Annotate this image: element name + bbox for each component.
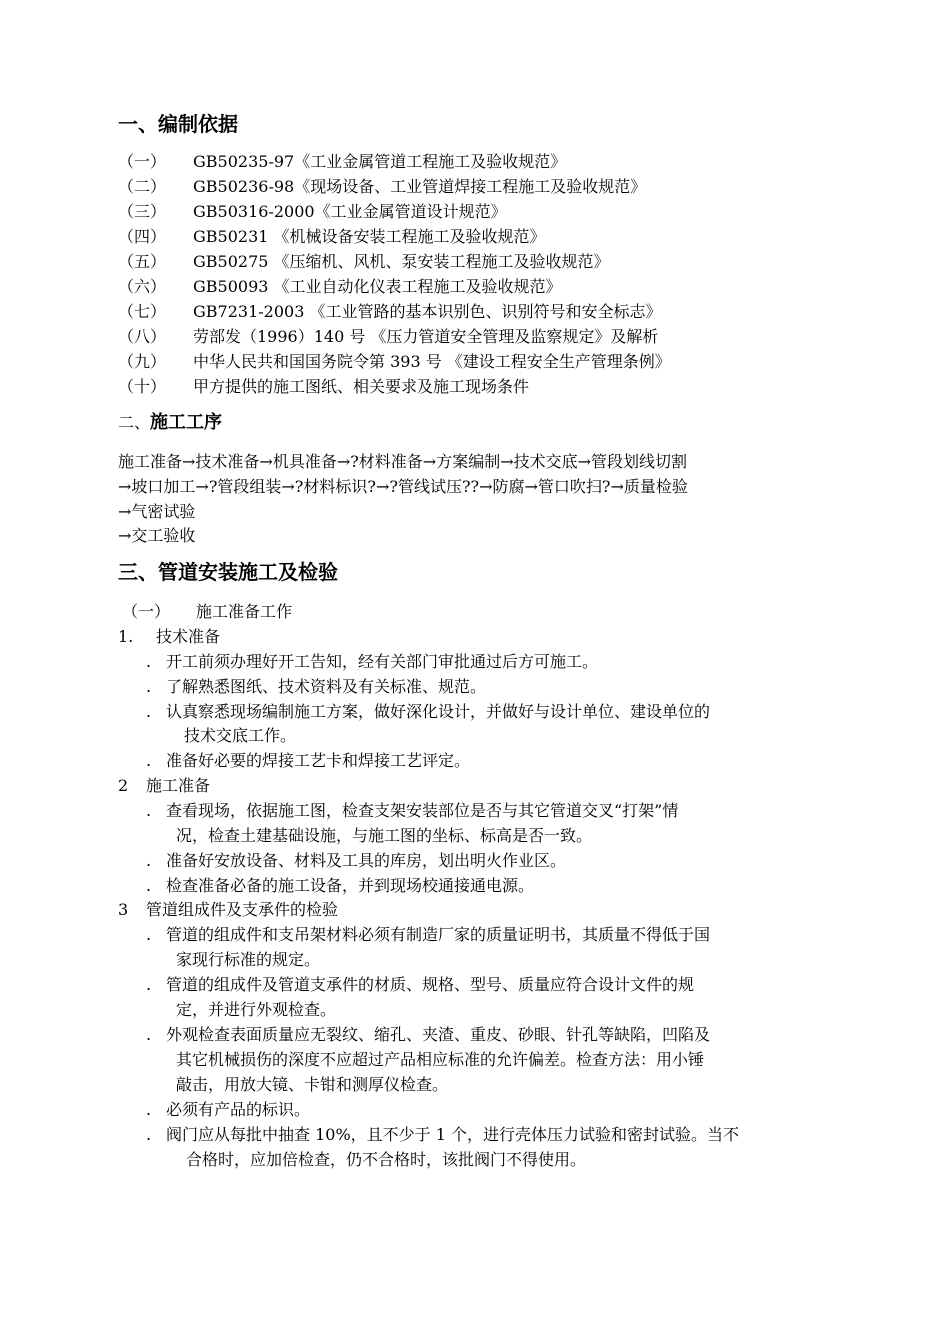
bullet-text: 开工前须办理好开工告知，经有关部门审批通过后方可施工。 [166, 652, 599, 671]
list-item-number: （七） [118, 302, 167, 321]
section-1-heading: 一、编制依据 [118, 112, 238, 136]
list-item-number: （十） [118, 377, 167, 396]
bullet-text-continuation: 其它机械损伤的深度不应超过产品相应标准的允许偏差。检查方法：用小锤 [176, 1050, 705, 1069]
bullet-text: 管道的组成件及管道支承件的材质、规格、型号、质量应符合设计文件的规 [166, 975, 695, 994]
section-3-heading: 三、管道安装施工及检验 [118, 560, 338, 584]
bullet-dot: . [146, 1100, 152, 1119]
list-item-number: （九） [118, 352, 167, 371]
group-title: 技术准备 [156, 627, 221, 646]
bullet-text: 准备好安放设备、材料及工具的库房，划出明火作业区。 [166, 851, 567, 870]
process-line: →交工验收 [118, 526, 196, 545]
list-item-number: （二） [118, 177, 167, 196]
bullet-text: 必须有产品的标识。 [166, 1100, 311, 1119]
bullet-dot: . [146, 876, 152, 895]
list-item-number: （六） [118, 277, 167, 296]
list-item-number: （一） [118, 152, 167, 171]
list-item: 劳部发（1996）140 号 《压力管道安全管理及监察规定》及解析 [193, 327, 659, 346]
list-item: 甲方提供的施工图纸、相关要求及施工现场条件 [193, 377, 530, 396]
bullet-dot: . [146, 851, 152, 870]
bullet-dot: . [146, 652, 152, 671]
bullet-text: 了解熟悉图纸、技术资料及有关标准、规范。 [166, 677, 487, 696]
list-item-number: （五） [118, 252, 167, 271]
bullet-dot: . [146, 1025, 152, 1044]
list-item-number: （八） [118, 327, 167, 346]
bullet-text: 外观检查表面质量应无裂纹、缩孔、夹渣、重皮、砂眼、针孔等缺陷，凹陷及 [166, 1025, 711, 1044]
bullet-text-continuation: 合格时，应加倍检查，仍不合格时，该批阀门不得使用。 [186, 1150, 587, 1169]
group-number: 1. [118, 627, 134, 646]
list-item-number: （四） [118, 227, 167, 246]
bullet-dot: . [146, 677, 152, 696]
bullet-dot: . [146, 1125, 152, 1144]
group-number: 2 [118, 776, 129, 795]
group-title: 施工准备 [146, 776, 211, 795]
list-item-number: （三） [118, 202, 167, 221]
section-2-prefix: 二、 [118, 413, 151, 432]
bullet-text-continuation: 敲击，用放大镜、卡钳和测厚仪检查。 [176, 1075, 449, 1094]
bullet-text-continuation: 定，并进行外观检查。 [176, 1000, 337, 1019]
bullet-dot: . [146, 801, 152, 820]
list-item: GB7231-2003 《工业管路的基本识别色、识别符号和安全标志》 [193, 302, 662, 321]
list-item: GB50275 《压缩机、风机、泵安装工程施工及验收规范》 [193, 252, 610, 271]
section-2-heading [118, 411, 222, 435]
bullet-text-continuation: 况，检查土建基础设施，与施工图的坐标、标高是否一致。 [176, 826, 593, 845]
process-line: →气密试验 [118, 502, 196, 521]
bullet-text: 阀门应从每批中抽查 10%，且不少于 1 个，进行壳体压力试验和密封试验。当不 [166, 1125, 740, 1144]
list-item: GB50235-97《工业金属管道工程施工及验收规范》 [193, 152, 567, 171]
subsection-number: （一） [122, 602, 171, 621]
bullet-text: 准备好必要的焊接工艺卡和焊接工艺评定。 [166, 751, 471, 770]
section-2-title: 施工工序 [150, 412, 223, 433]
bullet-text: 认真察悉现场编制施工方案，做好深化设计，并做好与设计单位、建设单位的 [166, 702, 711, 721]
bullet-text-continuation: 家现行标准的规定。 [176, 950, 321, 969]
bullet-dot: . [146, 975, 152, 994]
list-item: GB50093 《工业自动化仪表工程施工及验收规范》 [193, 277, 562, 296]
subsection-title: 施工准备工作 [196, 602, 293, 621]
bullet-dot: . [146, 925, 152, 944]
bullet-text-continuation: 技术交底工作。 [184, 726, 297, 745]
bullet-text: 管道的组成件和支吊架材料必须有制造厂家的质量证明书，其质量不得低于国 [166, 925, 711, 944]
process-line: →坡口加工→?管段组装→?材料标识?→?管线试压??→防腐→管口吹扫?→质量检验 [118, 477, 688, 496]
bullet-text: 查看现场，依据施工图，检查支架安装部位是否与其它管道交叉“打架”情 [166, 801, 679, 820]
bullet-dot: . [146, 702, 152, 721]
list-item: 中华人民共和国国务院令第 393 号 《建设工程安全生产管理条例》 [193, 352, 671, 371]
group-title: 管道组成件及支承件的检验 [146, 900, 339, 919]
group-number: 3 [118, 900, 129, 919]
list-item: GB50231 《机械设备安装工程施工及验收规范》 [193, 227, 546, 246]
bullet-text: 检查准备必备的施工设备，并到现场校通接通电源。 [166, 876, 535, 895]
list-item: GB50236-98《现场设备、工业管道焊接工程施工及验收规范》 [193, 177, 647, 196]
list-item: GB50316-2000《工业金属管道设计规范》 [193, 202, 507, 221]
process-line: 施工准备→技术准备→机具准备→?材料准备→方案编制→技术交底→管段划线切割 [118, 452, 688, 471]
bullet-dot: . [146, 751, 152, 770]
